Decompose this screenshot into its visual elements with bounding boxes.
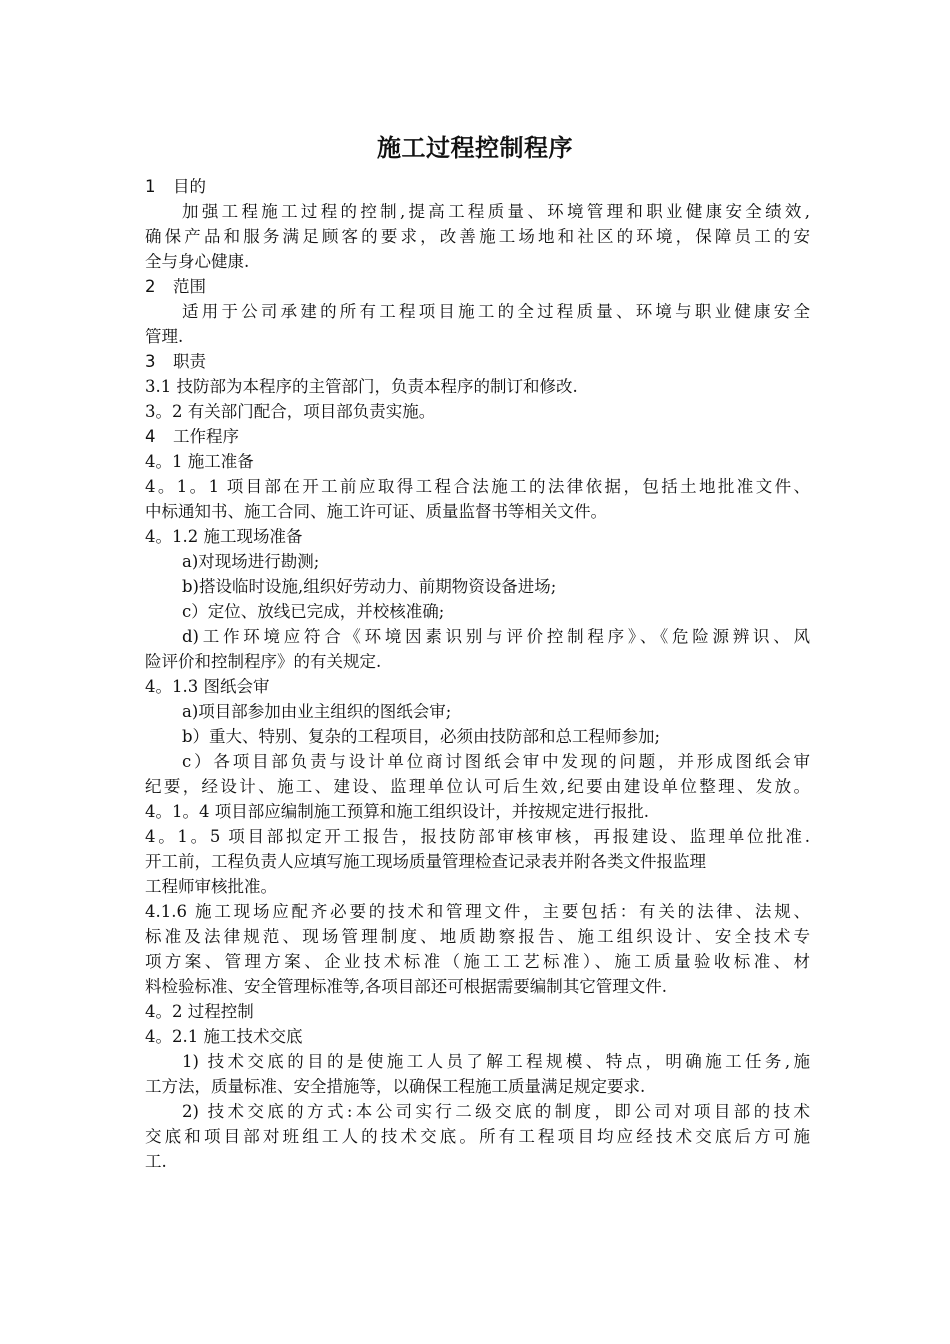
section-number: 1	[145, 177, 156, 196]
text-line: d)工作环境应符合《环境因素识别与评价控制程序》、《危险源辨识、风	[182, 627, 810, 646]
text-line: a)项目部参加由业主组织的图纸会审;	[182, 702, 452, 721]
document-title: 施工过程控制程序	[377, 134, 573, 162]
text-line: 中标通知书、施工合同、施工许可证、质量监督书等相关文件。	[145, 502, 607, 521]
text-line: 4。2 过程控制	[145, 1002, 254, 1021]
text-line: 险评价和控制程序》的有关规定.	[145, 652, 382, 671]
text-line: 管理.	[145, 327, 184, 346]
text-line: a)对现场进行勘测;	[182, 552, 320, 571]
text-line: 4。2.1 施工技术交底	[145, 1027, 303, 1046]
text-line: 1) 技术交底的目的是使施工人员了解工程规模、特点，明确施工任务,施	[182, 1052, 810, 1071]
text-line: c）定位、放线已完成，并校核准确;	[182, 602, 445, 621]
text-line: 标准及法律规范、现场管理制度、地质勘察报告、施工组织设计、安全技术专	[145, 927, 810, 946]
section-heading	[145, 174, 810, 199]
text-line: 4。1。5 项目部拟定开工报告，报技防部审核审核，再报建设、监理单位批准.	[145, 827, 810, 846]
text-line: 工方法，质量标准、安全措施等，以确保工程施工质量满足规定要求.	[145, 1077, 646, 1096]
text-line: 适用于公司承建的所有工程项目施工的全过程质量、环境与职业健康安全	[182, 302, 810, 321]
text-line: 3。2 有关部门配合，项目部负责实施。	[145, 402, 436, 421]
section-title: 职责	[173, 352, 206, 371]
text-line: b)搭设临时设施,组织好劳动力、前期物资设备进场;	[182, 577, 557, 596]
text-line: 开工前，工程负责人应填写施工现场质量管理检查记录表并附各类文件报监理	[145, 852, 706, 871]
text-line: 确保产品和服务满足顾客的要求，改善施工场地和社区的环境，保障员工的安	[145, 227, 810, 246]
section-title: 目的	[173, 177, 206, 196]
text-line: 加强工程施工过程的控制,提高工程质量、环境管理和职业健康安全绩效,	[182, 202, 810, 221]
section-heading	[145, 274, 810, 299]
section-title: 范围	[173, 277, 206, 296]
text-line: 纪要，经设计、施工、建设、监理单位认可后生效,纪要由建设单位整理、发放。	[145, 777, 810, 796]
text-line: 全与身心健康.	[145, 252, 250, 271]
section-title: 工作程序	[173, 427, 239, 446]
text-line: 4。1.2 施工现场准备	[145, 527, 303, 546]
section-number: 3	[145, 352, 156, 371]
text-line: 2) 技术交底的方式:本公司实行二级交底的制度，即公司对项目部的技术	[182, 1102, 810, 1121]
text-line: 料检验标准、安全管理标准等,各项目部还可根据需要编制其它管理文件.	[145, 977, 667, 996]
text-line: b）重大、特别、复杂的工程项目，必须由技防部和总工程师参加;	[182, 727, 661, 746]
text-line: 项方案、管理方案、企业技术标准（施工工艺标准）、施工质量验收标准、材	[145, 952, 810, 971]
text-line: 3.1 技防部为本程序的主管部门，负责本程序的制订和修改.	[145, 377, 578, 396]
text-line: 4。1。4 项目部应编制施工预算和施工组织设计，并按规定进行报批.	[145, 802, 649, 821]
section-heading	[145, 349, 810, 374]
text-line: 工.	[145, 1152, 167, 1171]
text-line: c）各项目部负责与设计单位商讨图纸会审中发现的问题，并形成图纸会审	[182, 752, 810, 771]
document-body	[145, 174, 810, 1174]
text-line: 4。1 施工准备	[145, 452, 254, 471]
text-line: 工程师审核批准。	[145, 877, 277, 896]
text-line: 4。1。1 项目部在开工前应取得工程合法施工的法律依据，包括土地批准文件、	[145, 477, 810, 496]
section-heading	[145, 424, 810, 449]
section-number: 4	[145, 427, 156, 446]
text-line: 4.1.6 施工现场应配齐必要的技术和管理文件，主要包括：有关的法律、法规、	[145, 902, 810, 921]
text-line: 交底和项目部对班组工人的技术交底。所有工程项目均应经技术交底后方可施	[145, 1127, 810, 1146]
text-line: 4。1.3 图纸会审	[145, 677, 270, 696]
section-number: 2	[145, 277, 156, 296]
